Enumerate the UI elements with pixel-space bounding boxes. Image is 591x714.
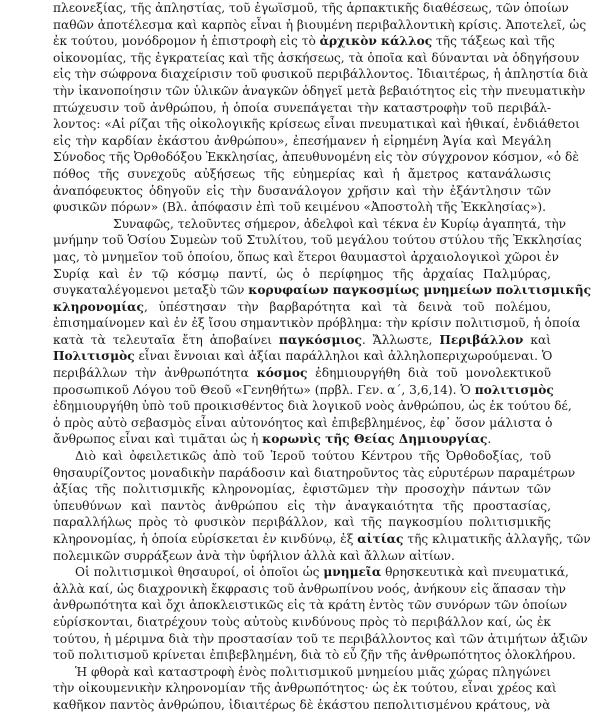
text-run: ἐκ τούτου, μονόδρομον ἡ ἐπιστροφὴ εἰς τὸ [53, 34, 320, 49]
text-run: φυσικῶν πόρων» (Βλ. ἀπόφασιν ἐπὶ τοῦ κειμένου «Ἀποστολὴ τῆς Ἐκκλησίας»). [53, 200, 547, 215]
bold-emphasis: κληρονομίας [53, 299, 144, 314]
bold-emphasis: κορυφαίων παγκοσμίως μνημείων πολιτισμικῆς [248, 283, 591, 298]
text-run: τοῦ πολιτισμοῦ κρίνεται ἐπιβεβλημένη, διὰ τὸ εὖ ζῆν τῆς ἀνθρωπότητος ὁλοκλήρου. [53, 648, 576, 663]
text-run: παραλλήλως πρὸς τὸ φυσικὸν περιβάλλον, καὶ τῆς παγκοσμίου πολιτισμικῆς [53, 515, 551, 530]
text-line [53, 365, 551, 382]
text-run: προσωπικοῦ Λόγου τοῦ Θεοῦ «Γενηθήτω» (πρβλ. Γεν. α΄, 3,6,14). Ὁ [53, 382, 475, 397]
bold-emphasis: ἀρχικὸν κάλλος [319, 34, 433, 49]
text-line [53, 33, 555, 50]
text-line [53, 431, 551, 448]
text-line [53, 299, 551, 316]
text-line [53, 631, 588, 648]
text-run: συγκαταλέγομενοι μεταξὺ τῶν [53, 283, 249, 298]
text-line [53, 548, 551, 565]
text-line [53, 133, 551, 150]
text-run: πόθος τῆς συνεχοῦς αὐξήσεως τῆς εὐημερίας καὶ ἡ ἄμετρος κατανάλωσις [53, 166, 551, 181]
paragraph [53, 664, 557, 714]
text-line [53, 614, 551, 631]
text-run: παθῶν ἀποτέλεσμα καὶ καρπὸς εἶναι ἡ βιουμένη περιβαλλοντικὴ κρίσις. Ἀποτελεῖ, ὡς [53, 17, 587, 32]
text-run: ἀναπόφευκτος ὁδηγοῦν εἰς τὴν δυσανάλογον χρῆσιν καὶ τὴν ἐξάντλησιν τῶν [53, 183, 551, 198]
text-run: ἐδημιουργήθη διὰ τοῦ μονολεκτικοῦ [307, 366, 551, 381]
text-run: Συναφῶς, τελοῦντες σήμερον, ἀδελφοὶ καὶ τέκνα ἐν Κυρίῳ ἀγαπητά, τὴν [113, 216, 567, 231]
text-run: Συρίᾳ καὶ ἐν τῷ κόσμῳ παντί, ὡς ὁ περίφημος τῆς ἀρχαίας Παλμύρας, [53, 266, 551, 281]
text-run: καθῆκον παντὸς ἀνθρώπου, ἰδιαιτέρως δὲ ἑκάστου πεπολιτισμένου κράτους, νὰ [53, 697, 551, 712]
text-run: ἄνθρωπος εἶναι καὶ τιμᾶται ὡς ἡ [53, 432, 263, 447]
paragraph [53, 0, 589, 216]
text-line [53, 282, 591, 299]
text-run: ἀξίας τῆς πολιτισμικῆς κληρονομίας, ἐφιστῶμεν τὴν προσοχὴν πάντων τῶν [53, 482, 551, 497]
paragraph [53, 448, 591, 564]
text-run: τούτου, ἡ μέριμνα διὰ τὴν προστασίαν τοῦ τε περιβάλλοντος καὶ τῶν ἀτιμήτων ἀξιῶν [53, 631, 588, 646]
text-run: κληρονομίας, ἡ ὁποία εὑρίσκεται ἐν κινδύνῳ, ἐξ [53, 532, 358, 546]
text-line [53, 249, 559, 266]
text-run: λοντος: «Αἱ ρίζαι τῆς οἰκολογικῆς κρίσεως εἶναι πνευματικαὶ καὶ ἠθικαί, ἐνδιάθετοι [53, 117, 580, 132]
text-line [53, 398, 572, 415]
text-line [53, 50, 580, 67]
text-line [53, 514, 551, 531]
text-run: πλεονεξίας, τῆς ἀπληστίας, τοῦ ἐγωϊσμοῦ, τῆς ἁρπακτικῆς διαθέσεως, τῶν ὁποίων [53, 1, 569, 15]
bold-emphasis: παγκόσμιος [278, 332, 362, 347]
bold-emphasis: Πολιτισμὸς [53, 349, 135, 364]
text-line [53, 0, 569, 17]
text-run: εἶναι ἔννοιαι καὶ ἀξίαι παράλληλοι καὶ ἀλληλοπεριχωρούμεναι. Ὁ [134, 349, 553, 364]
text-line [53, 266, 551, 283]
text-run: κατὰ τὰ τελευταῖα ἔτη ἀποβαίνει [53, 332, 279, 347]
text-line [53, 415, 551, 432]
text-line [53, 348, 551, 365]
text-run: ἐδημιουργήθη ὑπὸ τοῦ προικισθέντος διὰ λογικοῦ νοὸς ἀνθρώπου, ὡς ἐκ τούτου δέ, [53, 399, 572, 414]
text-run: ἐπισημαίνομεν καὶ ἐν ἐξ ἴσου σημαντικὸν πρόβλημα: τὴν κρίσιν πολιτισμοῦ, ἡ ὁποία [53, 316, 581, 331]
text-run: τὴν οἰκουμενικὴν κληρονομίαν τῆς ἀνθρωπότητος· ὡς ἐκ τούτου, εἶναι χρέος καὶ [53, 681, 557, 696]
text-run: , ὑπέστησαν τὴν βαρβαρότητα καὶ τὰ δεινὰ τοῦ πολέμου, [143, 299, 551, 314]
text-run: Ἡ φθορὰ καὶ καταστροφὴ ἑνὸς πολιτισμικοῦ μνημείου μιᾶς χώρας πληγώνει [75, 664, 551, 679]
text-line [53, 597, 568, 614]
text-line [53, 382, 554, 399]
text-line [53, 647, 576, 664]
text-run: τῆς τάξεως καὶ τῆς [432, 34, 555, 49]
text-run: ἀλλὰ καί, ὡς διαχρονικὴ ἔκφρασις τοῦ ἀνθρωπίνου νοός, ἀνήκουν εἰς ἅπασαν τὴν [53, 581, 566, 596]
text-line [53, 448, 551, 465]
bold-emphasis: αἰτίας [357, 532, 404, 546]
text-run: πτώχευσιν τοῦ ἀνθρώπου, ἡ ὁποία συνεπάγεται τὴν καταστροφὴν τοῦ περιβάλ- [53, 100, 551, 115]
text-run: . [487, 432, 492, 447]
text-line [53, 680, 557, 697]
text-run: τῆς κλιματικῆς ἀλλαγῆς, τῶν [403, 532, 591, 546]
bold-emphasis: Περιβάλλον [439, 332, 524, 347]
text-line [53, 664, 551, 681]
text-line [53, 315, 581, 332]
text-line [53, 166, 551, 183]
text-line [53, 216, 567, 233]
text-run: Διὸ καὶ ὀφειλετικῶς ἀπὸ τοῦ Ἱεροῦ τούτου Κέντρου τῆς Ὀρθοδοξίας, τοῦ [75, 449, 551, 464]
bold-emphasis: πολιτισμὸς [474, 382, 554, 397]
text-run: καὶ [523, 332, 551, 347]
text-line [53, 581, 566, 598]
bold-emphasis: κορωνὶς τῆς Θείας Δημιουργίας [262, 432, 488, 447]
text-run: εὑρίσκονται, διατρέχουν τοὺς αὐτοὺς κινδύνους πρὸς τὸ περιβάλλον καί, ὡς ἐκ [53, 614, 551, 629]
bold-emphasis: κόσμος [256, 366, 308, 381]
text-line [53, 564, 569, 581]
paragraph [53, 564, 588, 664]
text-line [53, 149, 579, 166]
text-run: εἰς τὴν σώφρονα διαχείρισιν τοῦ φυσικοῦ περιβάλλοντος. Ἰδιαιτέρως, ἡ ἀπληστία διὰ [53, 67, 589, 82]
paragraph [53, 216, 591, 448]
text-run: Σύνοδος τῆς Ὀρθοδόξου Ἐκκλησίας, ἀπευθυνομένη εἰς τὸν σύγχρονον κόσμον, «ὁ δὲ [53, 150, 579, 165]
text-run: περιβάλλων τὴν ἀνθρωπότητα [53, 366, 257, 381]
text-run: οἰκονομίας, τῆς ἐγκρατείας καὶ τῆς ἀσκήσεως, τὰ ὁποῖα καὶ δύνανται νὰ ὁδηγήσουν [53, 50, 580, 65]
text-line [53, 83, 586, 100]
text-line [53, 531, 591, 548]
text-run: Οἱ πολιτισμικοὶ θησαυροί, οἱ ὁποῖοι ὡς [75, 565, 324, 580]
text-line [53, 66, 589, 83]
text-line [53, 17, 587, 34]
text-line [53, 232, 582, 249]
text-line [53, 498, 551, 515]
text-run: πολεμικῶν συρράξεων ἀνὰ τὴν ὑφήλιον ἀλλὰ καὶ ἄλλων αἰτίων. [53, 548, 455, 563]
bold-emphasis: μνημεῖα [323, 565, 382, 580]
text-line [53, 183, 551, 200]
text-run: τὴν ἱκανοποίησιν τῶν ὑλικῶν ἀναγκῶν ὁδηγεῖ μετὰ βεβαιότητος εἰς τὴν πνευματικὴν [53, 83, 586, 98]
text-line [53, 465, 576, 482]
text-line [53, 100, 551, 117]
text-line [53, 199, 551, 216]
text-run: ὁ πρὸς αὐτὸ σεβασμὸς εἶναι αὐτονόητος καὶ ἐπιβεβλημένος, ἐφ᾽ ὅσον μάλιστα ὁ [53, 415, 553, 430]
text-run: θησαυρίζοντος μοναδικὴν παράδοσιν καὶ διατηροῦντος τὰς εὐρυτέρων παραμέτρων [53, 465, 576, 480]
text-run: ὑπευθύνων καὶ παντὸς ἀνθρώπου εἰς τὴν ἀναγκαιότητα τῆς προστασίας, [53, 498, 551, 513]
text-run: εἰς τὴν καρδίαν ἑκάστου ἀνθρώπου», ἐπεσήμανεν ἡ εἰρημένη Ἁγία καὶ Μεγάλη [53, 133, 551, 148]
text-line [53, 697, 551, 714]
text-run: . Ἄλλωστε, [361, 332, 440, 347]
text-run: ἀνθρωπότητα καὶ ὄχι ἀποκλειστικῶς εἰς τὰ κράτη ἐντὸς τῶν συνόρων τῶν ὁποίων [53, 598, 568, 613]
text-line [53, 116, 580, 133]
text-run: μας, τὸ μνημεῖον τοῦ ὁποίου, ὅπως καὶ ἕτεροι θαυμαστοὶ ἀρχαιολογικοὶ χῶροι ἐν [53, 249, 559, 264]
text-run: μνήμην τοῦ Ὁσίου Συμεὼν τοῦ Στυλίτου, τοῦ μεγάλου τούτου στύλου τῆς Ἐκκλησίας [53, 233, 582, 248]
text-run: θρησκευτικὰ καὶ πνευματικά, [381, 565, 569, 580]
text-line [53, 481, 551, 498]
text-line [53, 332, 551, 349]
